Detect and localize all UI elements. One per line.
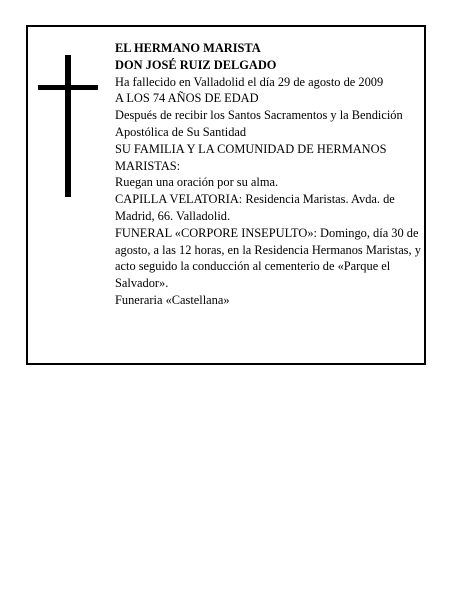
- deceased-name: DON JOSÉ RUIZ DELGADO: [115, 57, 277, 72]
- chapel-info: CAPILLA VELATORIA: Residencia Maristas. Avda. de Madrid, 66. Valladolid.: [115, 192, 395, 223]
- cross-horizontal-bar: [38, 85, 98, 90]
- sacraments-statement: Después de recibir los Santos Sacramentos y la Bendición Apostólica de Su Santidad: [115, 108, 403, 139]
- cross-vertical-bar: [65, 55, 71, 197]
- funeral-home: Funeraria «Castellana»: [115, 292, 230, 307]
- age-statement: A LOS 74 AÑOS DE EDAD: [115, 91, 259, 106]
- family-statement: SU FAMILIA Y LA COMUNIDAD DE HERMANOS MARISTAS:: [115, 141, 387, 173]
- cross-icon: [38, 55, 98, 197]
- funeral-info: FUNERAL «CORPORE INSEPULTO»: Domingo, día 30 de agosto, a las 12 horas, en la Residencia Hermanos Maristas, y acto seguido la conducción al cementerio de «Parque el Salvador».: [115, 225, 421, 291]
- death-statement: Ha fallecido en Valladolid el día 29 de agosto de 2009: [115, 74, 384, 89]
- notice-header-title: EL HERMANO MARISTA: [115, 41, 261, 55]
- notice-text: [115, 40, 425, 309]
- prayer-request: Ruegan una oración por su alma.: [115, 175, 279, 190]
- obituary-notice: [26, 25, 426, 365]
